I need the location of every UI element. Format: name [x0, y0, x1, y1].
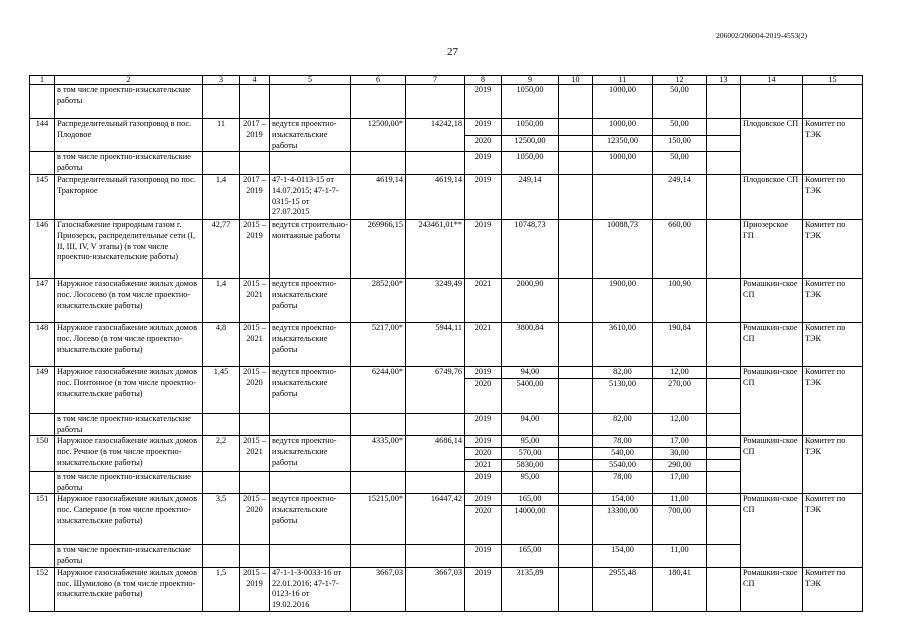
header-cell: 7	[406, 76, 465, 85]
estimated-cost-cell: 3667,03	[351, 567, 406, 611]
other-sources-cell	[707, 85, 741, 119]
header-cell: 1	[30, 76, 55, 85]
header-cell: 4	[240, 76, 270, 85]
estimated-cost-cell	[351, 413, 406, 436]
table-row	[30, 471, 863, 494]
estimated-cost-cell: 269966,15	[351, 219, 406, 278]
header-cell: 13	[707, 76, 741, 85]
row-number-cell	[30, 85, 55, 119]
local-budget-cell: 150,00	[653, 135, 707, 152]
table-row	[30, 85, 863, 119]
municipality-cell: Ромашкин-ское СП	[741, 322, 803, 366]
status-cell: ведутся строительно-монтажные работы	[270, 219, 351, 278]
period-cell: 2015 – 2020	[240, 494, 270, 545]
regional-budget-cell	[559, 366, 593, 378]
local-budget-cell: 50,00	[653, 119, 707, 136]
object-name-cell: Распределительный газопровод по пос. Тракторное	[55, 174, 203, 219]
total-cell: 165,00	[502, 494, 559, 506]
municipality-cell: Приозерское ГП	[741, 219, 803, 278]
regional-budget-cell	[559, 119, 593, 136]
length-cell: 2,2	[203, 436, 240, 471]
total-cell: 570,00	[502, 448, 559, 460]
total-cell: 2000,90	[502, 278, 559, 322]
total-cell: 94,00	[502, 366, 559, 378]
regional-budget-cell	[559, 322, 593, 366]
header-cell: 10	[559, 76, 593, 85]
object-name-cell: в том числе проектно-изыскательские работы	[55, 413, 203, 436]
regional-budget-cell	[559, 85, 593, 119]
status-cell	[270, 471, 351, 494]
regional-budget-cell	[559, 471, 593, 494]
current-value-cell	[406, 413, 465, 436]
local-budget-cell: 190,84	[653, 322, 707, 366]
other-sources-cell	[707, 152, 741, 175]
regional-budget-cell	[559, 278, 593, 322]
period-cell: 2015 – 2019	[240, 567, 270, 611]
estimated-cost-cell: 12500,00*	[351, 119, 406, 152]
current-value-cell	[406, 471, 465, 494]
regional-budget-cell	[559, 152, 593, 175]
row-number-cell	[30, 152, 55, 175]
table-row	[30, 152, 863, 175]
regional-funds-cell: 82,00	[593, 413, 653, 436]
page-number: 27	[447, 46, 458, 58]
regional-funds-cell: 1000,00	[593, 152, 653, 175]
table-body	[30, 85, 863, 612]
status-cell	[270, 545, 351, 568]
current-value-cell: 14242,18	[406, 119, 465, 152]
period-cell: 2015 – 2019	[240, 219, 270, 278]
committee-cell: Комитет по ТЭК	[803, 567, 863, 611]
committee-cell: Комитет по ТЭК	[803, 322, 863, 366]
header-cell: 8	[465, 76, 502, 85]
row-number-cell	[30, 471, 55, 494]
status-cell: ведутся проектно-изыскательские работы	[270, 494, 351, 545]
local-budget-cell: 12,00	[653, 413, 707, 436]
regional-budget-cell	[559, 506, 593, 545]
row-number-cell: 147	[30, 278, 55, 322]
regional-budget-cell	[559, 436, 593, 448]
local-budget-cell: 12,00	[653, 366, 707, 378]
local-budget-cell: 11,00	[653, 494, 707, 506]
current-value-cell	[406, 545, 465, 568]
regional-funds-cell: 12350,00	[593, 135, 653, 152]
status-cell: 47-1-1-3-0033-16 от 22.01.2016; 47-1-7-0123-16 от 19.02.2016	[270, 567, 351, 611]
regional-budget-cell	[559, 174, 593, 219]
period-cell	[240, 545, 270, 568]
period-cell: 2017 – 2019	[240, 174, 270, 219]
regional-funds-cell: 78,00	[593, 471, 653, 494]
local-budget-cell: 50,00	[653, 152, 707, 175]
table-row	[30, 278, 863, 322]
period-cell	[240, 413, 270, 436]
regional-budget-cell	[559, 459, 593, 471]
committee-cell: Комитет по ТЭК	[803, 366, 863, 435]
object-name-cell: в том числе проектно-изыскательские работы	[55, 545, 203, 568]
municipality-cell	[741, 85, 803, 119]
regional-funds-cell: 1900,00	[593, 278, 653, 322]
year-cell: 2020	[465, 506, 502, 545]
regional-budget-cell	[559, 378, 593, 413]
estimated-cost-cell: 4335,00*	[351, 436, 406, 471]
period-cell	[240, 152, 270, 175]
regional-funds-cell: 2955,48	[593, 567, 653, 611]
total-cell: 10748,73	[502, 219, 559, 278]
table-row	[30, 366, 863, 378]
current-value-cell: 3667,03	[406, 567, 465, 611]
committee-cell: Комитет по ТЭК	[803, 119, 863, 175]
regional-budget-cell	[559, 567, 593, 611]
header-cell: 11	[593, 76, 653, 85]
length-cell	[203, 413, 240, 436]
regional-budget-cell	[559, 413, 593, 436]
regional-budget-cell	[559, 219, 593, 278]
local-budget-cell: 17,00	[653, 471, 707, 494]
row-number-cell: 144	[30, 119, 55, 152]
year-cell: 2019	[465, 436, 502, 448]
row-number-cell: 148	[30, 322, 55, 366]
other-sources-cell	[707, 413, 741, 436]
period-cell	[240, 471, 270, 494]
year-cell: 2019	[465, 471, 502, 494]
regional-budget-cell	[559, 448, 593, 460]
regional-funds-cell: 10088,73	[593, 219, 653, 278]
committee-cell: Комитет по ТЭК	[803, 436, 863, 494]
table-row	[30, 174, 863, 219]
municipality-cell: Ромашкин-ское СП	[741, 366, 803, 435]
regional-funds-cell: 1000,00	[593, 85, 653, 119]
total-cell: 1050,00	[502, 119, 559, 136]
estimated-cost-cell: 5217,00*	[351, 322, 406, 366]
regional-funds-cell: 1000,00	[593, 119, 653, 136]
object-name-cell: Газоснабжение природным газом г. Приозерск, распределительные сети (I, II, III, IV, V этапы) (в том числе проектно-изыскательские работы)	[55, 219, 203, 278]
other-sources-cell	[707, 378, 741, 413]
length-cell: 1,4	[203, 174, 240, 219]
header-row	[30, 76, 863, 85]
other-sources-cell	[707, 494, 741, 506]
row-number-cell: 146	[30, 219, 55, 278]
other-sources-cell	[707, 506, 741, 545]
year-cell: 2019	[465, 545, 502, 568]
regional-budget-cell	[559, 494, 593, 506]
committee-cell	[803, 85, 863, 119]
regional-funds-cell: 82,00	[593, 366, 653, 378]
object-name-cell: Наружное газоснабжение жилых домов пос. Шумилово (в том числе проектно-изыскательские работы)	[55, 567, 203, 611]
local-budget-cell: 50,00	[653, 85, 707, 119]
other-sources-cell	[707, 219, 741, 278]
committee-cell: Комитет по ТЭК	[803, 219, 863, 278]
regional-funds-cell	[593, 174, 653, 219]
municipality-cell: Ромашкин-ское СП	[741, 436, 803, 494]
period-cell: 2017 – 2019	[240, 119, 270, 152]
regional-funds-cell: 5130,00	[593, 378, 653, 413]
other-sources-cell	[707, 278, 741, 322]
current-value-cell: 4686,14	[406, 436, 465, 471]
length-cell: 1,45	[203, 366, 240, 413]
local-budget-cell: 17,00	[653, 436, 707, 448]
status-cell: ведутся проектно-изыскательские работы	[270, 322, 351, 366]
regional-budget-cell	[559, 545, 593, 568]
status-cell	[270, 85, 351, 119]
total-cell: 12500,00	[502, 135, 559, 152]
object-name-cell: Наружное газоснабжение жилых домов пос. Саперное (в том числе проектно-изыскательские работы)	[55, 494, 203, 545]
current-value-cell: 16447,42	[406, 494, 465, 545]
table-row	[30, 436, 863, 448]
local-budget-cell: 100,90	[653, 278, 707, 322]
local-budget-cell: 700,00	[653, 506, 707, 545]
current-value-cell	[406, 152, 465, 175]
row-number-cell: 152	[30, 567, 55, 611]
year-cell: 2020	[465, 135, 502, 152]
regional-budget-cell	[559, 135, 593, 152]
other-sources-cell	[707, 366, 741, 378]
table-row	[30, 413, 863, 436]
year-cell: 2019	[465, 567, 502, 611]
year-cell: 2019	[465, 366, 502, 378]
other-sources-cell	[707, 459, 741, 471]
length-cell	[203, 471, 240, 494]
length-cell	[203, 545, 240, 568]
estimated-cost-cell: 4619,14	[351, 174, 406, 219]
other-sources-cell	[707, 322, 741, 366]
estimated-cost-cell: 2852,00*	[351, 278, 406, 322]
other-sources-cell	[707, 119, 741, 136]
length-cell: 1,4	[203, 278, 240, 322]
status-cell: 47-1-4-0113-15 от 14.07.2015; 47-1-7-0315-15 от 27.07.2015	[270, 174, 351, 219]
year-cell: 2021	[465, 278, 502, 322]
year-cell: 2020	[465, 448, 502, 460]
year-cell: 2021	[465, 322, 502, 366]
period-cell: 2015 – 2021	[240, 278, 270, 322]
committee-cell: Комитет по ТЭК	[803, 174, 863, 219]
regional-funds-cell: 78,00	[593, 436, 653, 448]
table-row	[30, 119, 863, 136]
estimated-cost-cell	[351, 471, 406, 494]
row-number-cell: 150	[30, 436, 55, 471]
period-cell: 2015 – 2020	[240, 366, 270, 413]
other-sources-cell	[707, 436, 741, 448]
table-row	[30, 219, 863, 278]
local-budget-cell: 11,00	[653, 545, 707, 568]
object-name-cell: Распределительный газопровод в пос. Плодовое	[55, 119, 203, 152]
header-cell: 2	[55, 76, 203, 85]
data-table	[29, 75, 863, 612]
committee-cell: Комитет по ТЭК	[803, 494, 863, 567]
year-cell: 2019	[465, 219, 502, 278]
other-sources-cell	[707, 174, 741, 219]
row-number-cell: 145	[30, 174, 55, 219]
current-value-cell: 6749,76	[406, 366, 465, 413]
object-name-cell: Наружное газоснабжение жилых домов пос. Понтонное (в том числе проектно-изыскательские работы)	[55, 366, 203, 413]
document-id: 206002/206004-2019-4553(2)	[716, 31, 807, 40]
estimated-cost-cell	[351, 85, 406, 119]
total-cell: 3135,89	[502, 567, 559, 611]
year-cell: 2020	[465, 378, 502, 413]
estimated-cost-cell: 6244,00*	[351, 366, 406, 413]
header-cell: 3	[203, 76, 240, 85]
table-row	[30, 567, 863, 611]
row-number-cell	[30, 545, 55, 568]
estimated-cost-cell: 15215,00*	[351, 494, 406, 545]
total-cell: 14000,00	[502, 506, 559, 545]
table-row	[30, 322, 863, 366]
other-sources-cell	[707, 545, 741, 568]
regional-funds-cell: 3610,00	[593, 322, 653, 366]
local-budget-cell: 249,14	[653, 174, 707, 219]
header-cell: 12	[653, 76, 707, 85]
regional-funds-cell: 5540,00	[593, 459, 653, 471]
committee-cell: Комитет по ТЭК	[803, 278, 863, 322]
total-cell: 249,14	[502, 174, 559, 219]
header-cell: 9	[502, 76, 559, 85]
length-cell: 42,77	[203, 219, 240, 278]
total-cell: 5830,00	[502, 459, 559, 471]
length-cell: 11	[203, 119, 240, 152]
local-budget-cell: 660,00	[653, 219, 707, 278]
current-value-cell: 243461,01**	[406, 219, 465, 278]
estimated-cost-cell	[351, 545, 406, 568]
total-cell: 5400,00	[502, 378, 559, 413]
year-cell: 2021	[465, 459, 502, 471]
other-sources-cell	[707, 135, 741, 152]
table-row	[30, 545, 863, 568]
header-cell: 6	[351, 76, 406, 85]
row-number-cell: 151	[30, 494, 55, 545]
status-cell: ведутся проектно-изыскательские работы	[270, 436, 351, 471]
total-cell: 1050,00	[502, 85, 559, 119]
total-cell: 95,00	[502, 471, 559, 494]
object-name-cell: в том числе проектно-изыскательские работы	[55, 471, 203, 494]
year-cell: 2019	[465, 413, 502, 436]
other-sources-cell	[707, 448, 741, 460]
current-value-cell: 3249,49	[406, 278, 465, 322]
object-name-cell: в том числе проектно-изыскательские работы	[55, 152, 203, 175]
regional-funds-cell: 154,00	[593, 494, 653, 506]
object-name-cell: Наружное газоснабжение жилых домов пос. Лососево (в том числе проектно-изыскательские работы)	[55, 278, 203, 322]
object-name-cell: в том числе проектно-изыскательские работы	[55, 85, 203, 119]
other-sources-cell	[707, 567, 741, 611]
local-budget-cell: 180,41	[653, 567, 707, 611]
municipality-cell: Ромашкин-ское СП	[741, 278, 803, 322]
length-cell: 4,8	[203, 322, 240, 366]
object-name-cell: Наружное газоснабжение жилых домов пос. Лосево (в том числе проектно-изыскательские работы)	[55, 322, 203, 366]
object-name-cell: Наружное газоснабжение жилых домов пос. Речное (в том числе проектно-изыскательские работы)	[55, 436, 203, 471]
year-cell: 2019	[465, 494, 502, 506]
header-cell: 5	[270, 76, 351, 85]
year-cell: 2019	[465, 174, 502, 219]
header-cell: 15	[803, 76, 863, 85]
year-cell: 2019	[465, 119, 502, 136]
status-cell: ведутся проектно-изыскательские работы	[270, 366, 351, 413]
table-row	[30, 494, 863, 506]
regional-funds-cell: 13300,00	[593, 506, 653, 545]
total-cell: 95,00	[502, 436, 559, 448]
regional-funds-cell: 154,00	[593, 545, 653, 568]
status-cell: ведутся проектно-изыскательские работы	[270, 278, 351, 322]
year-cell: 2019	[465, 152, 502, 175]
length-cell: 3,5	[203, 494, 240, 545]
other-sources-cell	[707, 471, 741, 494]
length-cell: 1,5	[203, 567, 240, 611]
row-number-cell: 149	[30, 366, 55, 413]
total-cell: 3800,84	[502, 322, 559, 366]
total-cell: 165,00	[502, 545, 559, 568]
local-budget-cell: 270,00	[653, 378, 707, 413]
estimated-cost-cell	[351, 152, 406, 175]
status-cell: ведутся проектно-изыскательские работы	[270, 119, 351, 152]
current-value-cell	[406, 85, 465, 119]
length-cell	[203, 152, 240, 175]
current-value-cell: 4619,14	[406, 174, 465, 219]
municipality-cell: Ромашкин-ское СП	[741, 494, 803, 567]
row-number-cell	[30, 413, 55, 436]
status-cell	[270, 152, 351, 175]
regional-funds-cell: 540,00	[593, 448, 653, 460]
period-cell	[240, 85, 270, 119]
year-cell: 2019	[465, 85, 502, 119]
period-cell: 2015 – 2021	[240, 436, 270, 471]
total-cell: 94,00	[502, 413, 559, 436]
total-cell: 1050,00	[502, 152, 559, 175]
status-cell	[270, 413, 351, 436]
municipality-cell: Ромашкин-ское СП	[741, 567, 803, 611]
period-cell: 2015 – 2021	[240, 322, 270, 366]
local-budget-cell: 290,00	[653, 459, 707, 471]
local-budget-cell: 30,00	[653, 448, 707, 460]
current-value-cell: 5944,11	[406, 322, 465, 366]
header-cell: 14	[741, 76, 803, 85]
municipality-cell: Плодовское СП	[741, 174, 803, 219]
municipality-cell: Плодовское СП	[741, 119, 803, 175]
length-cell	[203, 85, 240, 119]
